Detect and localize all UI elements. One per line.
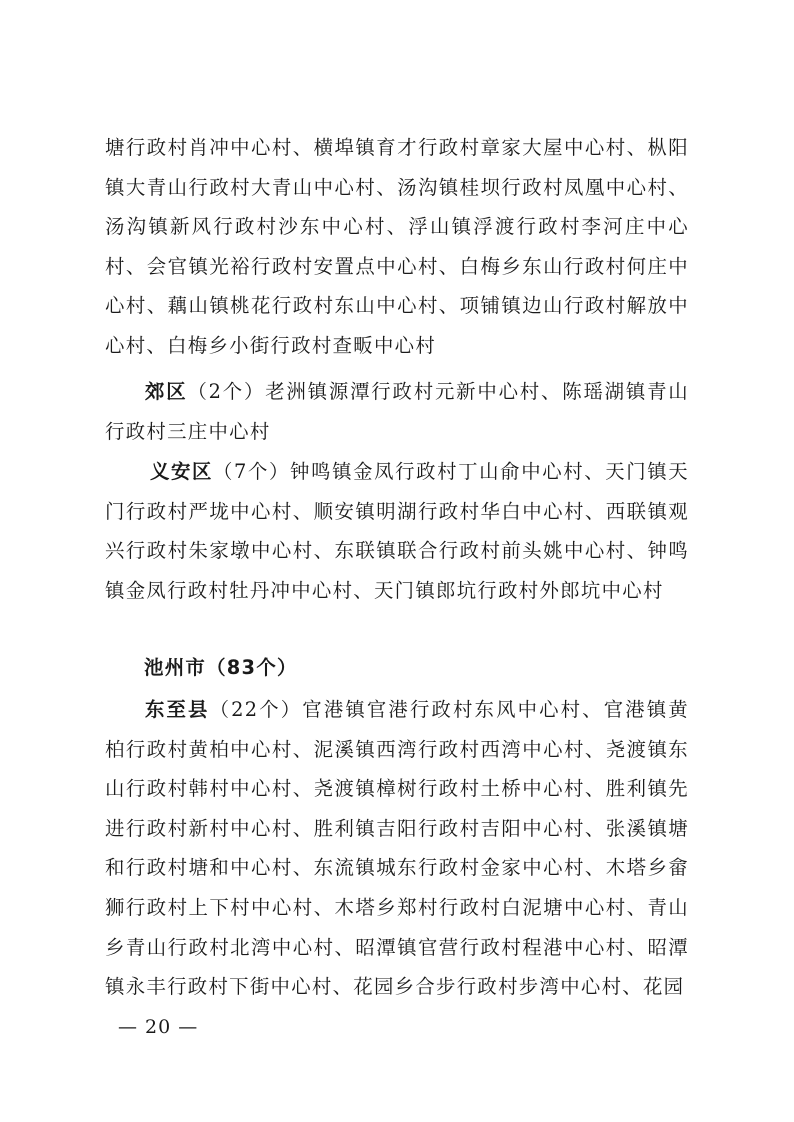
paragraph-yianqu xyxy=(105,452,689,610)
district-name: 郊区 xyxy=(145,380,188,403)
paragraph-text: （7个）钟鸣镇金凤行政村丁山俞中心村、天门镇天门行政村严垅中心村、顺安镇明湖行政村华白中心村、西联镇观兴行政村朱家墩中心村、东联镇联合行政村前头姚中心村、钟鸣镇金凤行政村牡丹冲中心村、天门镇郎坑行政村外郎坑中心村 xyxy=(105,460,689,602)
paragraph-text: （2个）老洲镇源潭行政村元新中心村、陈瑶湖镇青山行政村三庄中心村 xyxy=(105,380,689,443)
page-number: — 20 — xyxy=(118,1016,199,1038)
paragraph-text: 塘行政村肖冲中心村、横埠镇育才行政村章家大屋中心村、枞阳镇大青山行政村大青山中心村、汤沟镇桂坝行政村凤凰中心村、汤沟镇新风行政村沙东中心村、浮山镇浮渡行政村李河庄中心村、会官镇光裕行政村安置点中心村、白梅乡东山行政村何庄中心村、藕山镇桃花行政村东山中心村、项铺镇边山行政村解放中心村、白梅乡小街行政村查畈中心村 xyxy=(105,136,689,357)
paragraph-jiaoqu xyxy=(105,372,689,451)
city-heading-chizhou: 池州市（83个） xyxy=(144,656,298,679)
district-name: 义安区 xyxy=(150,460,214,483)
county-name: 东至县 xyxy=(145,698,210,721)
paragraph-tongling-villages xyxy=(105,128,689,366)
paragraph-dongzhi xyxy=(105,690,689,1007)
paragraph-text: （22个）官港镇官港行政村东风中心村、官港镇黄柏行政村黄柏中心村、泥溪镇西湾行政村西湾中心村、尧渡镇东山行政村韩村中心村、尧渡镇樟树行政村土桥中心村、胜利镇先进行政村新村中心村、胜利镇吉阳行政村吉阳中心村、张溪镇塘和行政村塘和中心村、东流镇城东行政村金家中心村、木塔乡畲狮行政村上下村中心村、木塔乡郑村行政村白泥塘中心村、青山乡青山行政村北湾中心村、昭潭镇官营行政村程港中心村、昭潭镇永丰行政村下街中心村、花园乡合步行政村步湾中心村、花园 xyxy=(105,698,689,999)
